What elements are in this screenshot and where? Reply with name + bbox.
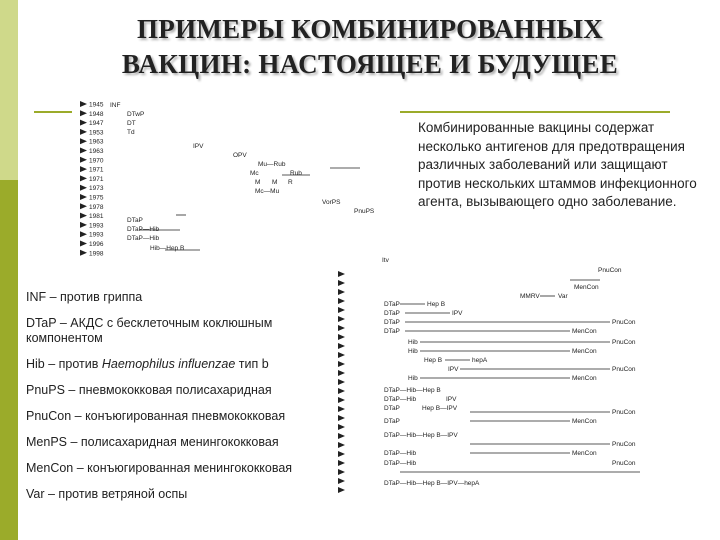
svg-text:Mu—Rub: Mu—Rub [258,161,286,168]
legend-item-pnups: PnuPS – пневмококковая полисахаридная [26,383,272,397]
combination-arrow-marker [338,442,345,448]
svg-text:DTaP: DTaP [384,405,400,412]
svg-text:PnuCon: PnuCon [612,339,636,346]
combination-arrow-marker [338,325,345,331]
combination-arrow-marker [338,307,345,313]
legend-item-inf: INF – против гриппа [26,290,143,304]
svg-text:DTaP—Hib: DTaP—Hib [384,460,417,467]
slide-title-line2: ВАКЦИН: НАСТОЯЩЕЕ И БУДУЩЕЕ [121,49,619,79]
timeline-year-label: 1953 [89,129,104,137]
timeline-labels [110,102,390,264]
timeline-arrow-marker [80,138,87,144]
combination-arrow-marker [338,397,345,403]
timeline-arrow-marker [80,110,87,116]
svg-text:MenCon: MenCon [572,450,597,457]
svg-text:M: M [255,179,261,186]
svg-text:Rub: Rub [290,170,302,177]
combination-arrow-marker [338,316,345,322]
svg-text:DTaP—Hib—Hep B—IPV—hepA: DTaP—Hib—Hep B—IPV—hepA [384,480,480,487]
legend-item-var: Var – против ветряной оспы [26,487,188,501]
svg-text:VorPS: VorPS [322,199,341,206]
svg-text:DTaP: DTaP [384,328,400,335]
timeline-years [80,101,104,257]
svg-text:Hib: Hib [408,375,418,382]
timeline-year-label: 1947 [89,120,104,128]
future-combinations-labels [384,267,636,487]
svg-text:IPV: IPV [446,396,457,403]
svg-text:PnuPS: PnuPS [354,208,375,215]
svg-text:DTaP—Hib—Hep B—IPV: DTaP—Hib—Hep B—IPV [384,432,458,439]
svg-text:Hep B: Hep B [427,301,446,308]
timeline-year-label: 1963 [89,148,104,155]
svg-text:DT: DT [127,120,136,127]
svg-text:Hib—Hep B: Hib—Hep B [150,245,185,252]
timeline-arrow-marker [80,175,87,181]
svg-text:DTaP: DTaP [384,310,400,317]
svg-text:MMRV: MMRV [520,293,540,300]
combination-arrow-marker [338,379,345,385]
combination-arrow-marker [338,370,345,376]
svg-text:hepA: hepA [472,357,488,364]
svg-text:R: R [288,179,293,186]
combination-arrow-marker [338,298,345,304]
timeline-year-label: 1975 [89,194,104,202]
svg-text:IPV: IPV [452,310,463,317]
svg-text:IPV: IPV [193,143,204,150]
combination-arrow-marker [338,406,345,412]
timeline-arrow-marker [80,231,87,237]
svg-text:INF: INF [110,102,121,109]
svg-text:Mc—Mu: Mc—Mu [255,188,280,195]
timeline-year-label: 1971 [89,166,104,174]
timeline-arrow-marker [80,213,87,219]
timeline-year-label: 1978 [89,203,104,211]
combination-arrow-marker [338,478,345,484]
timeline-year-label: 1971 [89,175,104,183]
svg-text:Var: Var [558,293,568,300]
svg-text:DTaP: DTaP [384,301,400,308]
svg-text:DTaP—Hib: DTaP—Hib [127,235,160,242]
timeline-arrow-marker [80,148,87,154]
svg-text:PnuCon: PnuCon [598,267,622,274]
timeline-arrow-marker [80,185,87,191]
svg-text:DTaP—Hib: DTaP—Hib [384,450,417,457]
svg-text:Hib: Hib [408,348,418,355]
svg-text:DTaP: DTaP [384,319,400,326]
svg-text:PnuCon: PnuCon [612,366,636,373]
svg-text:PnuCon: PnuCon [612,460,636,467]
combination-arrow-marker [338,334,345,340]
timeline-arrow-marker [80,101,87,107]
svg-text:Hep B: Hep B [424,357,443,364]
combination-arrow-marker [338,487,345,493]
combination-arrow-marker [338,415,345,421]
combination-arrow-marker [338,343,345,349]
timeline-year-label: 1948 [89,110,104,118]
timeline-year-label: 1945 [89,101,104,109]
timeline-arrow-marker [80,203,87,209]
legend-item-mencon: MenCon – конъюгированная менингококковая [26,461,293,475]
svg-text:Td: Td [127,129,135,136]
combination-arrow-marker [338,388,345,394]
svg-text:Hib: Hib [408,339,418,346]
legend-hib-italic: Haemophilus influenzae [101,357,236,371]
svg-text:DTaP—Hib: DTaP—Hib [127,226,160,233]
svg-text:PnuCon: PnuCon [612,319,636,326]
timeline-arrow-marker [80,241,87,247]
svg-text:MenCon: MenCon [574,284,599,291]
timeline-year-label: 1993 [89,231,104,239]
combination-arrow-marker [338,451,345,457]
timeline-year-label: 1973 [89,185,104,193]
timeline-year-label: 1996 [89,241,104,248]
svg-text:M: M [272,179,278,186]
svg-text:Hep B—IPV: Hep B—IPV [422,405,458,412]
timeline-year-label: 1963 [89,138,104,146]
svg-text:DTaP: DTaP [127,217,143,224]
timeline-arrow-marker [80,129,87,135]
legend-item-pnucon: PnuCon – конъюгированная пневмококковая [26,409,286,423]
svg-text:MenCon: MenCon [572,328,597,335]
svg-text:IPV: IPV [448,366,459,373]
future-combinations-lines [400,280,640,472]
svg-text:Itv: Itv [382,257,389,264]
slide-title-line1: ПРИМЕРЫ КОМБИНИРОВАННЫХ [136,14,604,44]
combination-arrow-marker [338,361,345,367]
timeline-arrow-marker [80,194,87,200]
svg-text:DTaP: DTaP [384,418,400,425]
svg-text:PnuCon: PnuCon [612,441,636,448]
svg-text:MenCon: MenCon [572,375,597,382]
combination-arrow-marker [338,460,345,466]
arrow-column [338,271,345,493]
combination-arrow-marker [338,289,345,295]
combination-arrow-marker [338,352,345,358]
svg-text:MenCon: MenCon [572,348,597,355]
timeline-year-label: 1970 [89,157,104,165]
timeline-arrow-marker [80,120,87,126]
timeline-entries [124,112,360,250]
timeline-year-label: 1998 [89,250,104,258]
timeline-arrow-marker [80,250,87,256]
legend-hib-prefix: Hib – против [26,357,102,371]
timeline-year-label: 1993 [89,222,104,230]
combination-arrow-marker [338,271,345,277]
combination-arrow-marker [338,433,345,439]
legend-item-menps: MenPS – полисахаридная менингококковая [26,435,279,449]
legend-item-dtap: DTaP – АКДС с бесклеточным коклюшным компонентом [26,316,273,345]
svg-text:PnuCon: PnuCon [612,409,636,416]
svg-text:DTaP—Hib—Hep B: DTaP—Hib—Hep B [384,387,441,394]
timeline-arrow-marker [80,157,87,163]
timeline-year-label: 1981 [89,213,104,221]
combination-arrow-marker [338,280,345,286]
combination-arrow-marker [338,469,345,475]
combination-arrow-marker [338,424,345,430]
legend-hib-suffix: тип b [235,357,269,371]
svg-text:OPV: OPV [233,152,247,159]
timeline-arrow-marker [80,166,87,172]
svg-text:DTwP: DTwP [127,111,145,118]
svg-text:Mc: Mc [250,170,259,177]
svg-text:MenCon: MenCon [572,418,597,425]
description-text: Комбинированные вакцины содержат несколько антигенов для предотвращения различных заболеваний или защищают против нескольких штаммов инфекционного агента, вызывающего одно заболевание. [418,120,697,209]
svg-text:DTaP—Hib: DTaP—Hib [384,396,417,403]
timeline-arrow-marker [80,222,87,228]
